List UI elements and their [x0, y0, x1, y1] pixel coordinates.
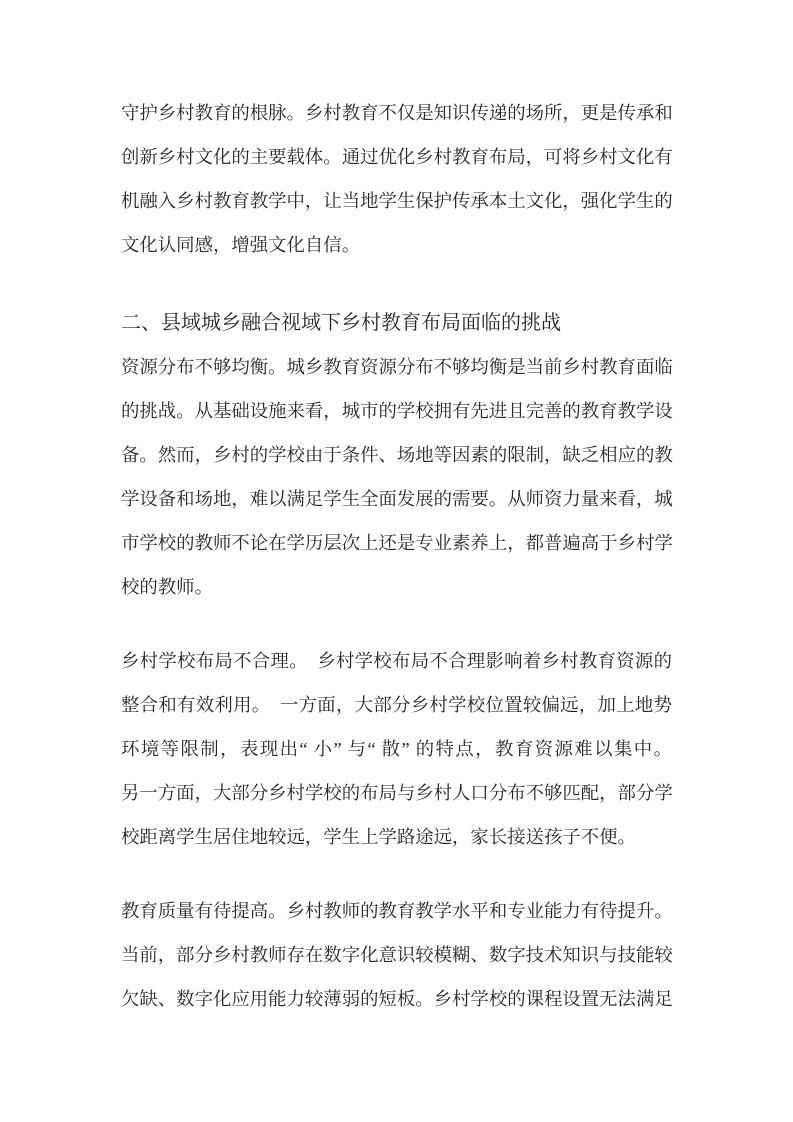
text-line: 欠缺、数字化应用能力较薄弱的短板。乡村学校的课程设置无法满足: [121, 989, 673, 1009]
text-line: 资源分布不够均衡。城乡教育资源分布不够均衡是当前乡村教育面临: [121, 357, 673, 377]
heading-line: 二、县域城乡融合视域下乡村教育布局面临的挑战: [121, 312, 561, 334]
para-resource-imbalance: [121, 345, 672, 609]
text-line: 文化认同感，增强文化自信。: [121, 235, 361, 255]
heading-section-two: [121, 301, 672, 345]
para-culture-heritage: [121, 91, 672, 267]
text-line: 学设备和场地，难以满足学生全面发展的需要。从师资力量来看，城: [121, 489, 673, 509]
text-line: 教育质量有待提高。乡村教师的教育教学水平和专业能力有待提升。: [121, 901, 673, 921]
text-line: 校的教师。: [121, 577, 213, 597]
text-line: 校距离学生居住地较远，学生上学路途远，家长接送孩子不便。: [121, 827, 636, 847]
text-line: 创新乡村文化的主要载体。通过优化乡村教育布局，可将乡村文化有: [121, 147, 673, 167]
para-education-quality: [121, 889, 672, 1021]
text-line: 的挑战。从基础设施来看，城市的学校拥有先进且完善的教育教学设: [121, 401, 673, 421]
text-line: 市学校的教师不论在学历层次上还是专业素养上，都普遍高于乡村学: [121, 533, 673, 553]
text-line: 机融入乡村教育教学中，让当地学生保护传承本土文化，强化学生的: [121, 191, 673, 211]
text-line: 备。然而，乡村的学校由于条件、场地等因素的限制，缺乏相应的教: [121, 445, 673, 465]
text-line: 另一方面，大部分乡村学校的布局与乡村人口分布不够匹配，部分学: [121, 783, 673, 803]
para-school-layout: [121, 639, 672, 859]
text-line: 乡村学校布局不合理。 乡村学校布局不合理影响着乡村教育资源的: [121, 651, 672, 671]
document-content: [121, 91, 672, 1051]
text-line: 当前，部分乡村教师存在数字化意识较模糊、数字技术知识与技能较: [121, 945, 673, 965]
text-line: 守护乡村教育的根脉。乡村教育不仅是知识传递的场所，更是传承和: [121, 103, 673, 123]
text-line: 环境等限制，表现出“ 小” 与“ 散” 的特点，教育资源难以集中。: [121, 739, 672, 759]
text-line: 整合和有效利用。 一方面，大部分乡村学校位置较偏远，加上地势: [121, 695, 672, 715]
